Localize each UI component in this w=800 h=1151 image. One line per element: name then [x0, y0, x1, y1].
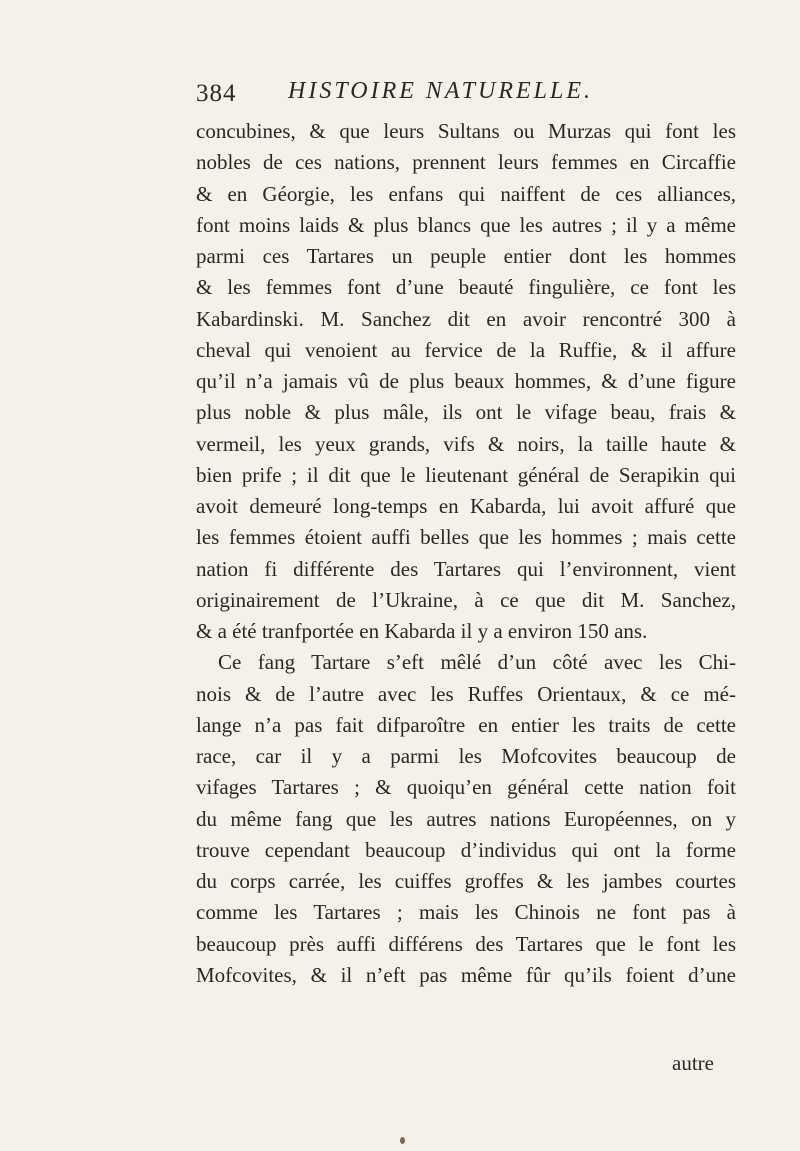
text-line: Mofcovites, & il n’eft pas même fûr qu’ils foient d’une: [196, 962, 736, 987]
text-line: du corps carrée, les cuiffes groffes & les jambes courtes: [196, 869, 736, 893]
ink-blemish: [400, 1137, 405, 1144]
text-line: Ce fang Tartare s’eft mêlé d’un côté avec les Chi-: [218, 650, 736, 675]
text-line: & les femmes font d’une beauté fingulière, ce font les: [196, 275, 736, 300]
text-line: race, car il y a parmi les Mofcovites beaucoup de: [196, 744, 736, 768]
text-line: vermeil, les yeux grands, vifs & noirs, la taille haute &: [196, 431, 736, 456]
running-title: HISTOIRE NATURELLE.: [288, 78, 594, 104]
text-line: comme les Tartares ; mais les Chinois ne font pas à: [196, 900, 736, 925]
text-line: lange n’a pas fait difparoître en entier les traits de cette: [196, 712, 736, 737]
catchword: autre: [672, 1051, 714, 1075]
text-line: font moins laids & plus blancs que les autres ; il y a même: [196, 212, 736, 237]
text-line: cheval qui venoient au fervice de la Ruffie, & il affure: [196, 337, 736, 362]
text-line: & en Géorgie, les enfans qui naiffent de ces alliances,: [196, 181, 736, 206]
text-line: & a été tranfportée en Kabarda il y a environ 150 ans.: [196, 619, 648, 643]
body-text: [196, 116, 736, 991]
text-line: avoit demeuré long-temps en Kabarda, lui avoit affuré que: [196, 494, 736, 518]
text-line: du même fang que les autres nations Européennes, on y: [196, 806, 736, 831]
page-number: 384: [196, 80, 237, 107]
text-line: originairement de l’Ukraine, à ce que dit M. Sanchez,: [196, 587, 736, 612]
text-line: Kabardinski. M. Sanchez dit en avoir rencontré 300 à: [196, 306, 736, 331]
text-line: concubines, & que leurs Sultans ou Murzas qui font les: [196, 119, 736, 143]
text-line: trouve cependant beaucoup d’individus qui ont la forme: [196, 837, 736, 862]
text-line: nobles de ces nations, prennent leurs femmes en Circaffie: [196, 150, 736, 175]
text-line: beaucoup près auffi différens des Tartares que le font les: [196, 931, 736, 956]
text-line: qu’il n’a jamais vû de plus beaux hommes, & d’une figure: [196, 369, 736, 393]
text-line: nation fi différente des Tartares qui l’environnent, vient: [196, 556, 736, 581]
text-line: les femmes étoient auffi belles que les hommes ; mais cette: [196, 525, 736, 550]
page-header: [196, 78, 666, 112]
text-line: vifages Tartares ; & quoiqu’en général cette nation foit: [196, 775, 736, 800]
text-line: parmi ces Tartares un peuple entier dont les hommes: [196, 244, 736, 268]
text-line: plus noble & plus mâle, ils ont le vifage beau, frais &: [196, 400, 736, 425]
text-line: nois & de l’autre avec les Ruffes Orientaux, & ce mé-: [196, 681, 736, 706]
text-line: bien prife ; il dit que le lieutenant général de Serapikin qui: [196, 462, 736, 487]
